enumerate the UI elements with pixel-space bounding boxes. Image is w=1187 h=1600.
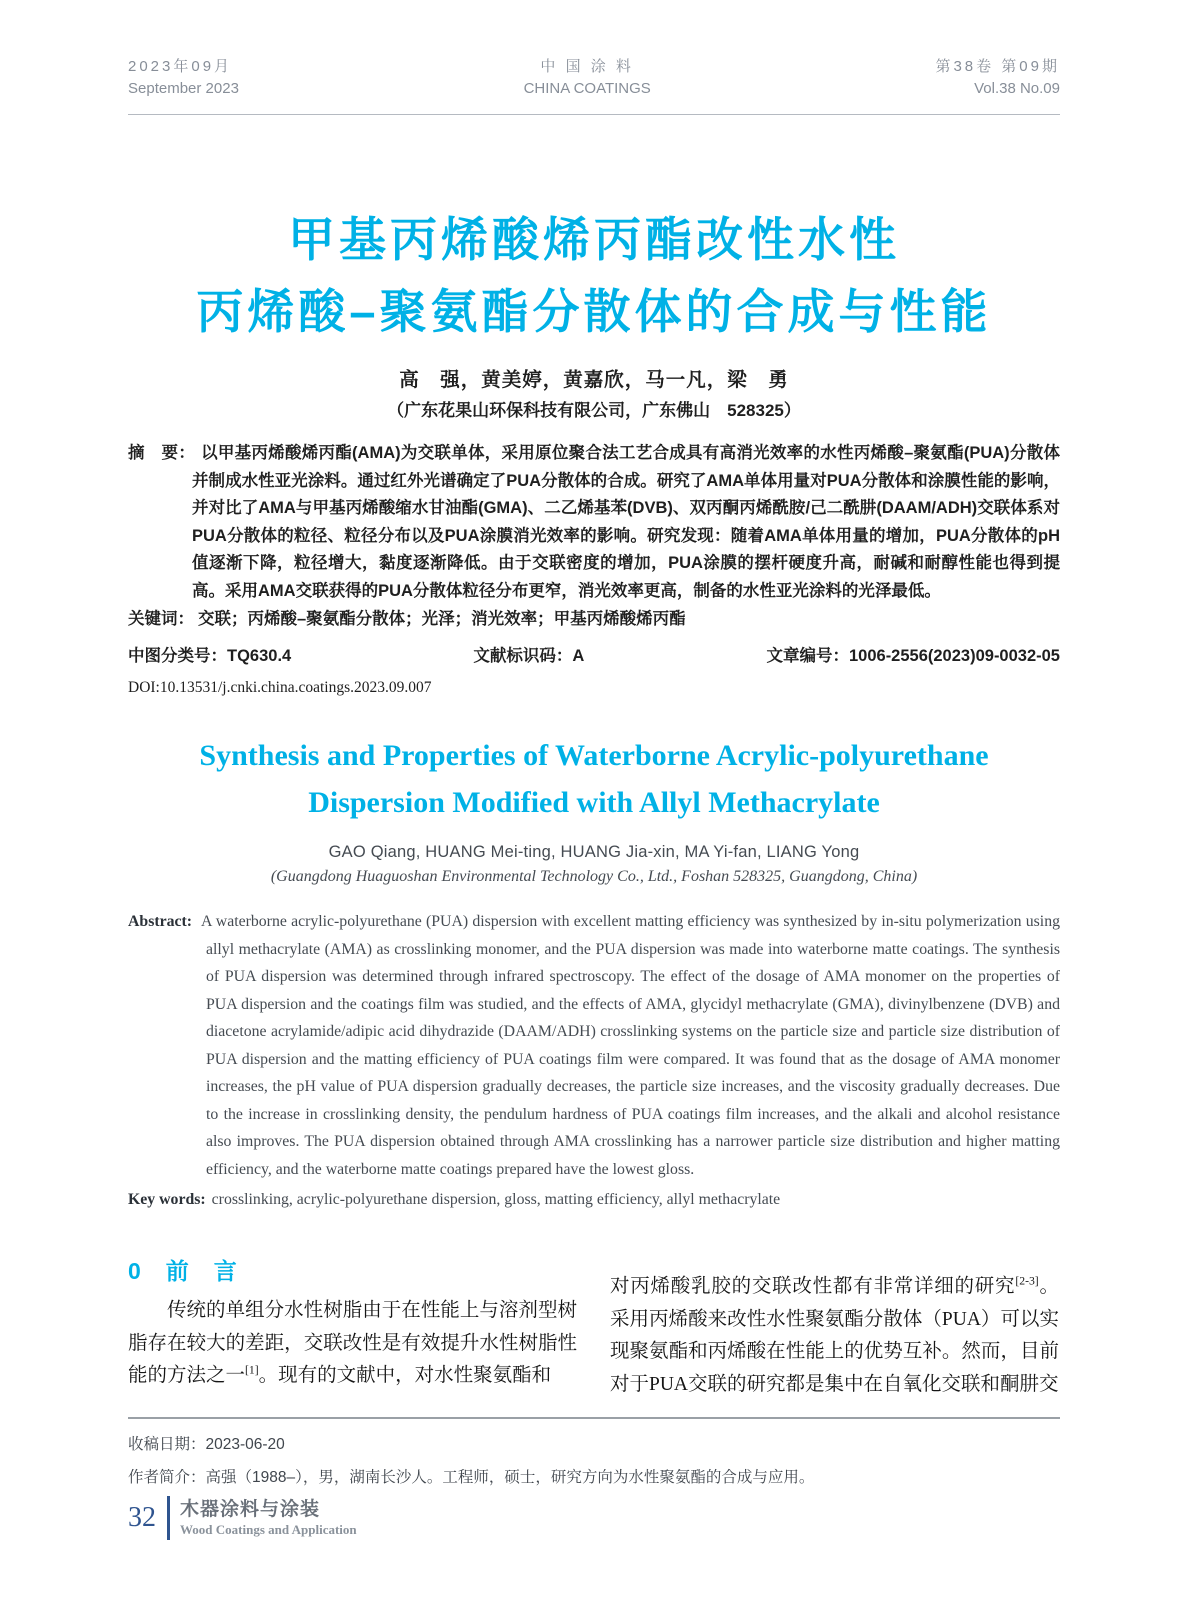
clc-number: 中图分类号：TQ630.4 [128, 646, 292, 665]
keywords-en-text: crosslinking, acrylic-polyurethane dispersion, gloss, matting efficiency, allyl methacrylate [211, 1191, 781, 1208]
abstract-cn [128, 440, 1060, 605]
affiliation-cn: （广东花果山环保科技有限公司，广东佛山 528325） [387, 401, 801, 420]
article-number: 文章编号：1006-2556(2023)09-0032-05 [766, 646, 1060, 665]
article-title-cn [128, 204, 1060, 348]
footnote-divider [128, 1417, 1060, 1419]
header-volume-cn: 第38卷 第09期 [935, 58, 1060, 75]
header-volume-issue [935, 56, 1060, 100]
page-header [128, 56, 1060, 100]
reference-marker-2-3: [2-3] [1015, 1274, 1039, 1288]
keywords-cn [128, 606, 1060, 634]
article-title-cn-line2: 丙烯酸–聚氨酯分散体的合成与性能 [196, 285, 992, 338]
intro-right-text-end: 。采用丙烯酸来改性水性聚氨酯分散体（PUA）可以实现聚氨酯和丙烯酸在性能上的优势互补。然而，目前对于PUA交联的研究都是集中在自氧化交联和酮肼交 [610, 1276, 1059, 1395]
footer-column-title-cn: 木器涂料与涂装 [180, 1498, 321, 1520]
article-title-en-line1: Synthesis and Properties of Waterborne Acrylic-polyurethane [199, 739, 989, 772]
keywords-en [128, 1187, 1060, 1213]
abstract-en-text: A waterborne acrylic-polyurethane (PUA) dispersion with excellent matting efficiency was synthesized by in-situ polymerization using allyl methacrylate (AMA) as crosslinking monomer, and the PUA dispersion was made into waterborne matte coatings. The synthesis of PUA dispersion was determined through infrared spectroscopy. The effect of the dosage of AMA monomer on the properties of PUA dispersion and the coatings film was studied, and the effects of AMA, glycidyl methacrylate (GMA), divinylbenzene (DVB) and diacetone acrylamide/adipic acid dihydrazide (DAAM/ADH) crosslinking systems on the particle size and particle size distribution of PUA dispersion and the matting efficiency of PUA coatings film were compared. It was found that as the dosage of AMA monomer increases, the pH value of PUA dispersion gradually decreases, the particle size increases, and the viscosity gradually decreases. Due to the increase in crosslinking density, the pendulum hardness of PUA coatings film increases, and the alkali and alcohol resistance also improves. The PUA dispersion obtained through AMA crosslinking has a narrower particle size distribution and higher matting efficiency, and the waterborne matte coatings prepared have the lowest gloss. [201, 913, 1060, 1178]
intro-right-column [610, 1256, 1059, 1401]
article-title-en-line2: Dispersion Modified with Allyl Methacrylate [308, 786, 880, 819]
article-title-cn-line1: 甲基丙烯酸烯丙酯改性水性 [288, 213, 900, 266]
header-volume-en: Vol.38 No.09 [974, 80, 1060, 97]
intro-paragraph-left [128, 1295, 577, 1393]
header-issue-date [128, 56, 239, 100]
intro-right-text-start: 对丙烯酸乳胶的交联改性都有非常详细的研究 [610, 1276, 1016, 1297]
footer-column-title-en: Wood Coatings and Application [180, 1521, 357, 1537]
header-journal-cn: 中 国 涂 料 [540, 58, 634, 75]
chinese-abstract-block [128, 440, 1060, 697]
footnotes-block [128, 1428, 1060, 1494]
section-heading-introduction: 0 前 言 [128, 1258, 238, 1284]
english-title-block [128, 732, 1060, 886]
classification-row [128, 643, 1060, 669]
page-footer [128, 1496, 1060, 1540]
header-journal-name [524, 56, 651, 100]
abstract-en-label: Abstract: [128, 913, 193, 930]
intro-left-text-start: 传统的单组分水性树脂由于在性能上与溶剂型树脂存在较大的差距，交联改性是有效提升水性树脂性能的方法之一 [128, 1300, 577, 1386]
abstract-cn-label: 摘 要： [128, 444, 196, 462]
footer-column-title [180, 1499, 357, 1538]
intro-left-column [128, 1256, 577, 1401]
introduction-section [128, 1256, 1060, 1401]
keywords-en-label: Key words: [128, 1191, 206, 1208]
abstract-cn-text: 以甲基丙烯酸烯丙酯(AMA)为交联单体，采用原位聚合法工艺合成具有高消光效率的水性丙烯酸–聚氨酯(PUA)分散体并制成水性亚光涂料。通过红外光谱确定了PUA分散体的合成。研究了AMA单体用量对PUA分散体和涂膜性能的影响，并对比了AMA与甲基丙烯酸缩水甘油酯(GMA)、二乙烯基苯(DVB)、双丙酮丙烯酰胺/己二酰肼(DAAM/ADH)交联体系对PUA分散体的粒径、粒径分布以及PUA涂膜消光效率的影响。研究发现：随着AMA单体用量的增加，PUA分散体的pH值逐渐下降，粒径增大，黏度逐渐降低。由于交联密度的增加，PUA涂膜的摆杆硬度升高，耐碱和耐醇性能也得到提高。采用AMA交联获得的PUA分散体粒径分布更窄，消光效率更高，制备的水性亚光涂料的光泽最低。 [192, 444, 1061, 600]
authors-en: GAO Qiang, HUANG Mei-ting, HUANG Jia-xin, MA Yi-fan, LIANG Yong [328, 843, 860, 861]
keywords-cn-label: 关键词： [128, 610, 194, 628]
abstract-en [128, 908, 1060, 1183]
article-title-en [128, 732, 1060, 826]
affiliation-en: (Guangdong Huaguoshan Environmental Technology Co., Ltd., Foshan 528325, Guangdong, China) [270, 868, 918, 885]
english-abstract-block [128, 908, 1060, 1213]
document-code: 文献标识码：A [473, 646, 585, 665]
intro-left-text-end: 。现有的文献中，对水性聚氨酯和 [258, 1365, 552, 1386]
header-date-cn: 2023年09月 [128, 58, 233, 75]
received-date: 收稿日期：2023-06-20 [128, 1436, 285, 1453]
doi: DOI:10.13531/j.cnki.china.coatings.2023.09.007 [128, 678, 432, 696]
header-journal-en: CHINA COATINGS [523, 80, 651, 97]
intro-paragraph-right [610, 1256, 1059, 1401]
footer-divider-bar [167, 1496, 170, 1540]
page-number: 32 [128, 1502, 156, 1533]
header-date-en: September 2023 [128, 80, 239, 97]
authors-cn: 高 强，黄美婷，黄嘉欣，马一凡，梁 勇 [399, 369, 789, 391]
author-bio: 作者简介：高强（1988–），男，湖南长沙人。工程师，硕士，研究方向为水性聚氨酯的合成与应用。 [128, 1469, 815, 1486]
reference-marker-1: [1] [245, 1363, 259, 1377]
keywords-cn-text: 交联；丙烯酸–聚氨酯分散体；光泽；消光效率；甲基丙烯酸烯丙酯 [198, 610, 686, 628]
header-divider [128, 114, 1060, 115]
